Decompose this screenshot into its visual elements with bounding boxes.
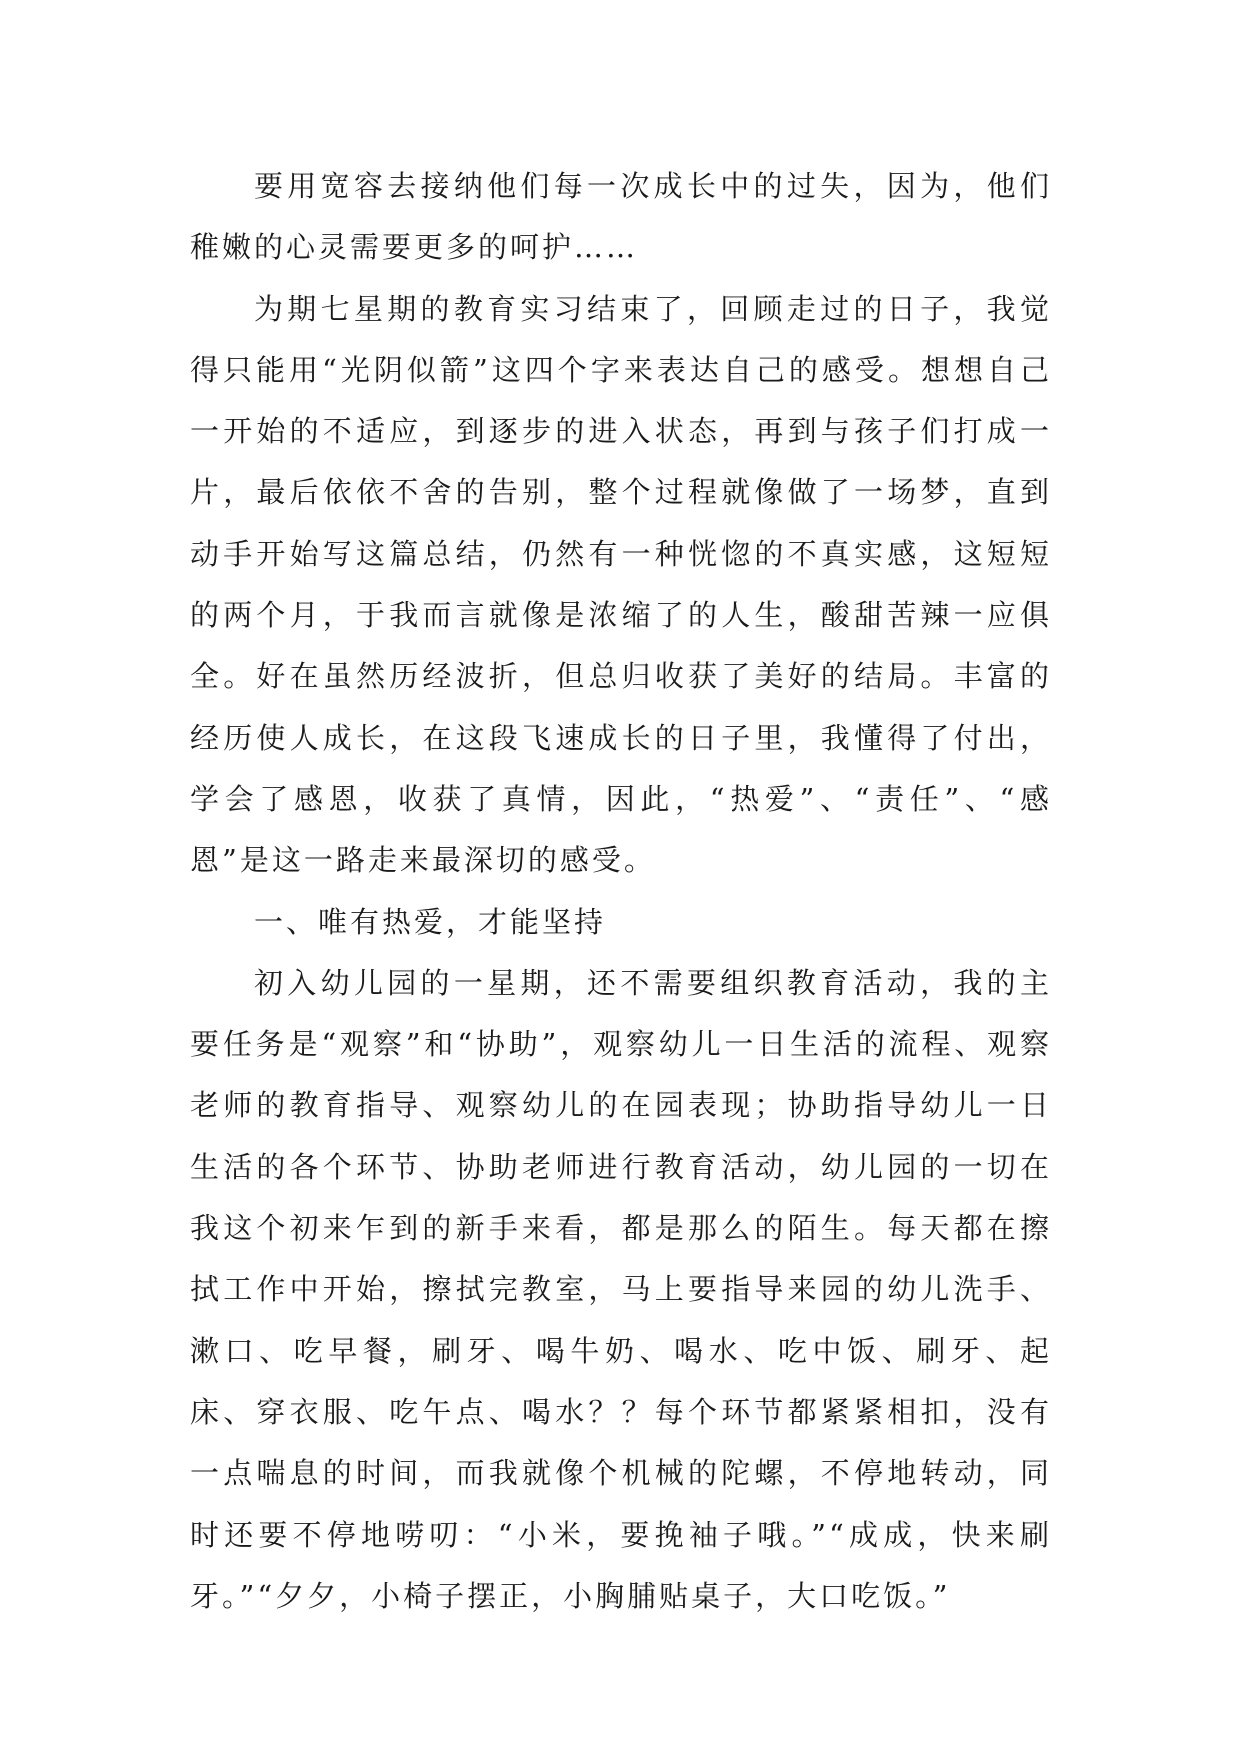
paragraph-tolerance: 要用宽容去接纳他们每一次成长中的过失，因为，他们稚嫩的心灵需要更多的呵护…… xyxy=(190,169,1052,265)
paragraph-internship-summary: 为期七星期的教育实习结束了，回顾走过的日子，我觉得只能用“光阴似箭”这四个字来表达自己的感受。想想自己一开始的不适应，到逐步的进入状态，再到与孩子们打成一片，最后依依不舍的告别，整个过程就像做了一场梦，直到动手开始写这篇总结，仍然有一种恍惚的不真实感，这短短的两个月，于我而言就像是浓缩了的人生，酸甜苦辣一应俱全。好在虽然历经波折，但总归收获了美好的结局。丰富的经历使人成长，在这段飞速成长的日子里，我懂得了付出，学会了感恩，收获了真情，因此，“热爱”、“责任”、“感恩”是这一路走来最深切的感受。 xyxy=(190,291,1052,878)
document-body xyxy=(190,156,1052,1627)
section-heading-love: 一、唯有热爱，才能坚持 xyxy=(254,904,607,939)
paragraph-first-week: 初入幼儿园的一星期，还不需要组织教育活动，我的主要任务是“观察”和“协助”，观察幼儿一日生活的流程、观察老师的教育指导、观察幼儿的在园表现；协助指导幼儿一日生活的各个环节、协助老师进行教育活动，幼儿园的一切在我这个初来乍到的新手来看，都是那么的陌生。每天都在擦拭工作中开始，擦拭完教室，马上要指导来园的幼儿洗手、漱口、吃早餐，刷牙、喝牛奶、喝水、吃中饭、刷牙、起床、穿衣服、吃午点、喝水？？每个环节都紧紧相扣，没有一点喘息的时间，而我就像个机械的陀螺，不停地转动，同时还要不停地唠叨：“小米，要挽袖子哦。”“成成，快来刷牙。”“夕夕，小椅子摆正，小胸脯贴桌子，大口吃饭。” xyxy=(190,965,1052,1613)
